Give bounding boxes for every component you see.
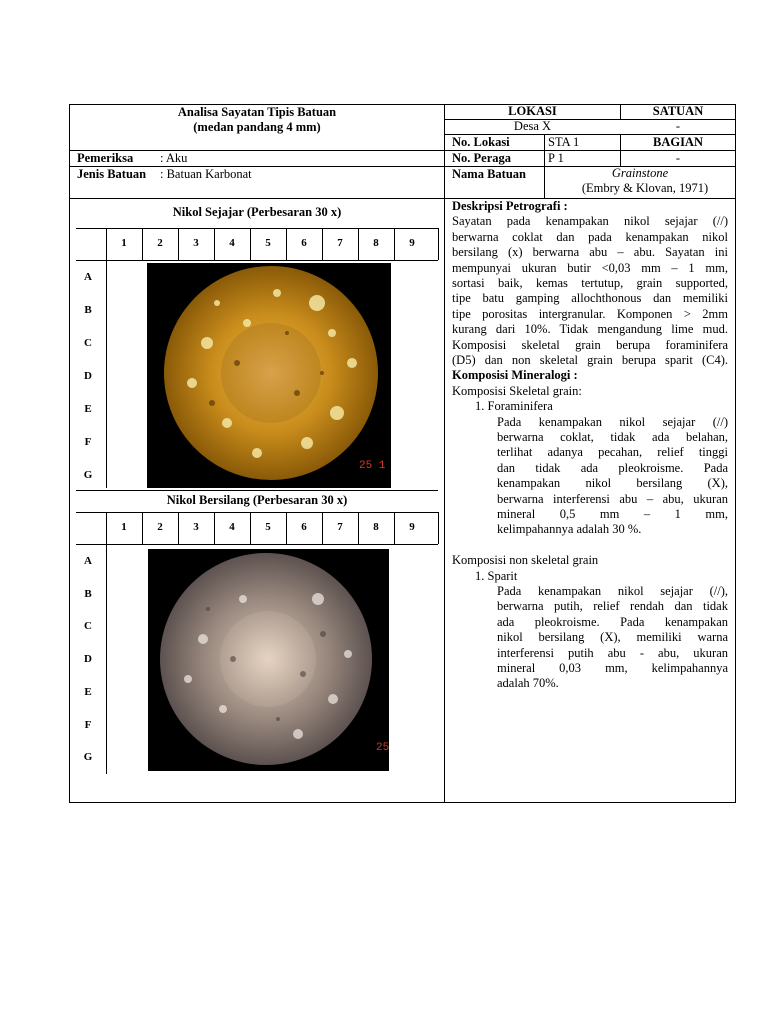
lokasi-value: Desa X	[513, 119, 552, 133]
satuan-label: SATUAN	[652, 104, 704, 118]
description-line: terlihat adanya pecahan, relief tinggi	[497, 445, 728, 460]
satuan-value: -	[675, 119, 681, 133]
grid-row-label: E	[84, 685, 92, 698]
grid-row-label: E	[84, 403, 92, 415]
grid-column-label: 5	[265, 237, 271, 249]
grid-row-label: B	[84, 304, 92, 316]
description-line: 1. Foraminifera	[475, 399, 553, 414]
description-line: Komposisi skeletal grain berupa foraminifera	[452, 337, 728, 352]
nama-batuan-reference: (Embry & Klovan, 1971)	[581, 181, 709, 195]
description-line: berwarna putih, relief rendah dan tidak	[497, 599, 728, 614]
description-line: tipe porositas intergranular. Komponen > 2mm	[452, 306, 728, 321]
description-line: mineral 0,03 mm, kelimpahannya	[497, 661, 728, 675]
title-line-1: Analisa Sayatan Tipis Batuan	[177, 105, 337, 119]
description-line: Pada kenampakan nikol sejajar (//),	[497, 584, 728, 598]
photo-nikol-bersilang	[148, 549, 389, 771]
description-line: berwarna coklat dan pada kenampakan nikol	[452, 229, 728, 244]
description-line: Komposisi non skeletal grain	[452, 553, 599, 568]
description-line: Komposisi Mineralogi :	[452, 368, 578, 383]
pemeriksa-value: : Aku	[160, 151, 188, 165]
grid-column-label: 5	[265, 521, 271, 533]
description-line: Sayatan pada kenampakan nikol sejajar (//)	[452, 214, 728, 229]
grid-column-label: 2	[157, 237, 163, 249]
description-line: mempunyai ukuran butir <0,03 mm – 1 mm,	[452, 260, 728, 275]
nama-batuan-label: Nama Batuan	[452, 167, 526, 181]
photo-nikol-sejajar	[147, 263, 391, 488]
description-line: tipe batu gamping allochthonous dan memiliki	[452, 291, 728, 306]
photo-stamp-1: 25 1	[359, 460, 386, 472]
jenis-batuan-value: : Batuan Karbonat	[160, 167, 252, 181]
no-lokasi-label: No. Lokasi	[452, 135, 510, 149]
grid-column-label: 6	[301, 521, 307, 533]
grid-column-label: 1	[121, 521, 127, 533]
description-line: kurang dari 10%. Tidak mengandung lime mud.	[452, 322, 728, 337]
description-line: kenampakan nikol bersilang (X),	[497, 476, 728, 491]
bagian-value: -	[675, 151, 681, 165]
description-line: sortasi baik, kemas tertutup, grain supported,	[452, 276, 728, 290]
grid-row-label: G	[83, 751, 93, 764]
bersilang-title: Nikol Bersilang (Perbesaran 30 x)	[166, 493, 348, 507]
grid-column-label: 4	[229, 521, 235, 533]
grid-column-label: 7	[337, 521, 343, 533]
grid-column-label: 8	[373, 521, 379, 533]
description-line: (D5) dan non skeletal grain berupa sparit (C4).	[452, 353, 728, 367]
no-peraga-label: No. Peraga	[452, 151, 512, 165]
sejajar-title: Nikol Sejajar (Perbesaran 30 x)	[172, 205, 342, 219]
grid-row-label: C	[84, 620, 92, 633]
grid-row-label: C	[84, 337, 92, 349]
no-peraga-value: P 1	[548, 151, 564, 165]
grid-column-label: 7	[337, 237, 343, 249]
description-line: mineral 0,5 mm – 1 mm,	[497, 507, 728, 521]
grid-row-label: F	[84, 436, 92, 448]
description-line: Deskripsi Petrografi :	[452, 199, 568, 213]
description-line: 1. Sparit	[475, 568, 518, 583]
photo-stamp-2: 25	[376, 742, 389, 754]
grid-row-label: D	[84, 370, 92, 382]
grid-row-label: A	[84, 271, 92, 283]
grid-row-label: F	[84, 718, 92, 731]
grid-column-label: 2	[157, 521, 163, 533]
description-line: kelimpahannya adalah 30 %.	[497, 522, 642, 537]
grid-row-label: G	[83, 469, 93, 481]
lokasi-label: LOKASI	[508, 104, 557, 118]
description-line: berwarna coklat, tidak ada belahan,	[497, 430, 728, 444]
grid-column-label: 6	[301, 237, 307, 249]
description-line: Komposisi Skeletal grain:	[452, 383, 582, 398]
grid-column-label: 1	[121, 237, 127, 249]
title-line-2: (medan pandang 4 mm)	[193, 120, 321, 134]
grid-row-label: D	[84, 653, 92, 666]
nama-batuan-value: Grainstone	[611, 166, 669, 180]
grid-column-label: 4	[229, 237, 235, 249]
grid-row-label: B	[84, 587, 92, 600]
grid-column-label: 9	[409, 237, 415, 249]
bagian-label: BAGIAN	[652, 135, 703, 149]
description-line: interferensi putih abu - abu, ukuran	[497, 645, 728, 660]
grid-column-label: 3	[193, 521, 199, 533]
description-line: Pada kenampakan nikol sejajar (//)	[497, 414, 728, 429]
pemeriksa-label: Pemeriksa	[77, 151, 134, 165]
description-line: berwarna interferensi abu – abu, ukuran	[497, 491, 728, 506]
grid-column-label: 8	[373, 237, 379, 249]
description-line: adalah 70%.	[497, 676, 559, 691]
description-line: ada pleokroisme. Pada kenampakan	[497, 614, 728, 629]
no-lokasi-value: STA 1	[548, 135, 580, 149]
grid-column-label: 9	[409, 521, 415, 533]
grid-column-label: 3	[193, 237, 199, 249]
description-line	[452, 538, 728, 553]
description-line: nikol bersilang (X), memiliki warna	[497, 630, 728, 645]
description-line: dan tidak ada pleokroisme. Pada	[497, 460, 728, 475]
description-line: bersilang (x) berwarna abu – abu. Sayatan ini	[452, 245, 728, 260]
grid-row-label: A	[84, 555, 92, 567]
jenis-batuan-label: Jenis Batuan	[77, 167, 147, 181]
